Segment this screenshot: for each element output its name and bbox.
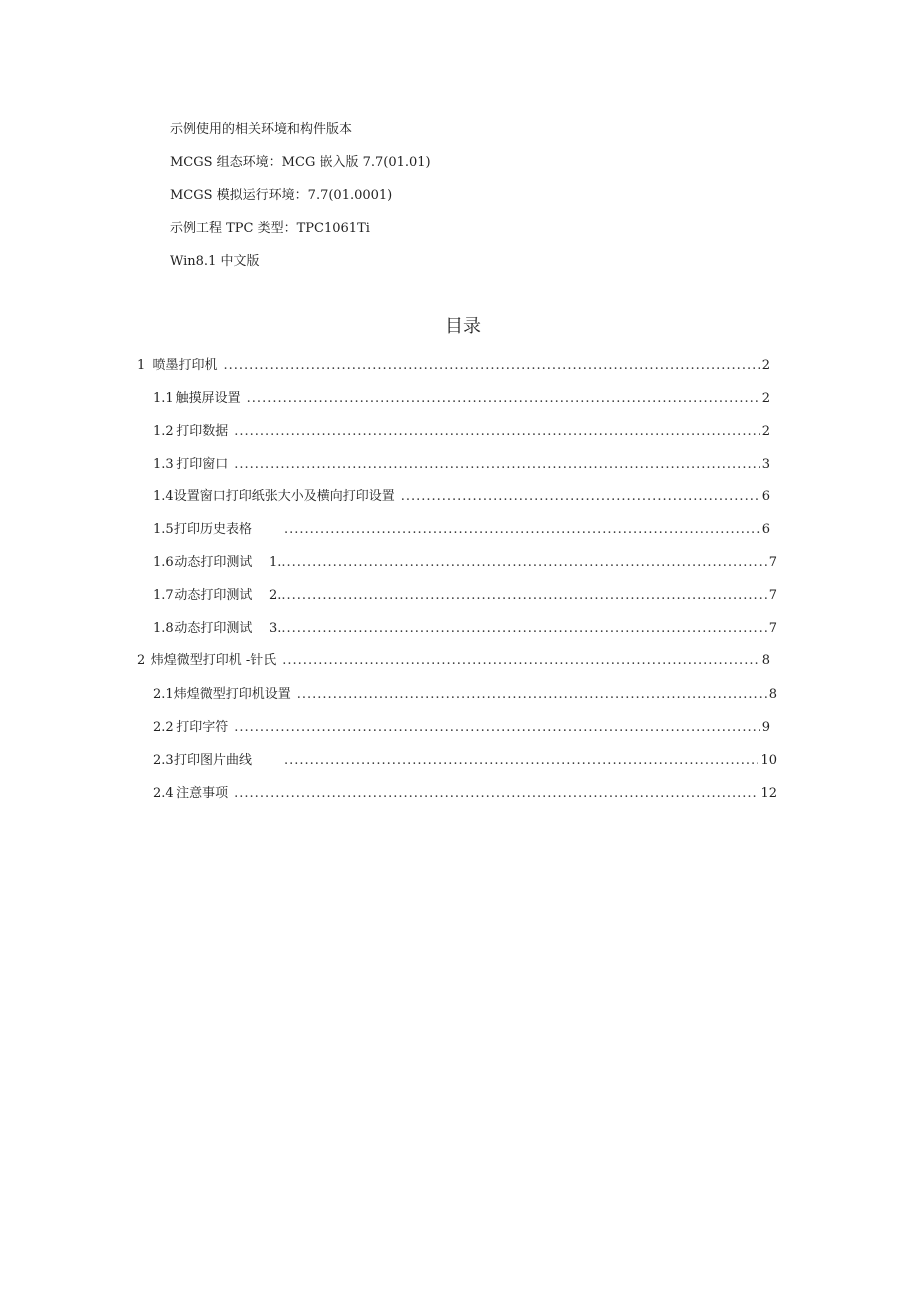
toc-entry[interactable] <box>137 354 770 374</box>
toc-leader <box>401 489 760 504</box>
toc-entry-page: 12 <box>760 786 777 801</box>
toc-entry-number: 2.4 <box>153 786 174 801</box>
toc-entry-label: 打印数据 <box>176 424 229 439</box>
toc-entry[interactable] <box>153 716 770 736</box>
toc-leader <box>234 720 760 735</box>
toc-entry-page: 3 <box>761 457 770 472</box>
toc-leader <box>282 653 759 668</box>
toc-entry-number: 1 <box>137 358 146 373</box>
toc-title: 目录 <box>445 316 481 337</box>
toc-entry-label: 打印历史表格 <box>174 522 253 537</box>
toc-entry-number: 1.2 <box>153 424 174 439</box>
toc-entry-page: 8 <box>761 653 770 668</box>
toc-entry-page: 8 <box>768 687 777 702</box>
toc-entry-label: 打印图片曲线 <box>173 753 252 768</box>
toc-entry[interactable] <box>153 453 770 473</box>
toc-entry-number: 1.6 <box>153 555 174 570</box>
toc-entry-page: 7 <box>768 555 777 570</box>
toc-entry-page: 10 <box>760 753 777 768</box>
toc-entry-number: 1.1 <box>153 391 174 406</box>
toc-entry[interactable] <box>153 485 770 505</box>
environment-info <box>170 122 431 287</box>
toc-entry[interactable] <box>153 584 777 604</box>
toc-entry-label: 炜煌微型打印机 -针氏 <box>150 653 277 668</box>
toc-entry-page: 6 <box>761 489 770 504</box>
toc-entry-label: 打印字符 <box>176 720 229 735</box>
toc-entry-number: 2.3 <box>153 753 174 768</box>
mcgs-config-env: MCGS 组态环境：MCG 嵌入版 7.7(01.01) <box>170 155 431 170</box>
toc-leader <box>284 522 760 537</box>
toc-entry[interactable] <box>153 518 770 538</box>
toc-entry-page: 2 <box>761 358 770 373</box>
toc-entry[interactable] <box>153 749 777 769</box>
toc-entry-page: 7 <box>768 621 777 636</box>
intro-heading: 示例使用的相关环境和构件版本 <box>170 122 353 137</box>
toc-entry-label: 设置窗口打印纸张大小及横向打印设置 <box>173 489 395 504</box>
toc-entry-number: 1.5 <box>153 522 174 537</box>
toc-entry-number: 2.2 <box>153 720 174 735</box>
toc-leader <box>297 687 767 702</box>
toc-entry-page: 2 <box>761 391 770 406</box>
toc-entry-label: 注意事项 <box>176 786 229 801</box>
toc-entry-label: 动态打印测试 2. <box>174 588 282 603</box>
toc-leader <box>284 753 758 768</box>
toc-entry-label: 触摸屏设置 <box>175 391 241 406</box>
toc-entry-number: 2 <box>137 653 146 668</box>
toc-entry-label: 打印窗口 <box>176 457 229 472</box>
mcgs-sim-env: MCGS 模拟运行环境：7.7(01.0001) <box>170 188 393 203</box>
toc-entry-number: 2.1 <box>153 687 174 702</box>
toc-entry-number: 1.3 <box>153 457 174 472</box>
toc-leader <box>281 588 766 603</box>
tpc-type: 示例工程 TPC 类型：TPC1061Ti <box>170 221 370 236</box>
toc-entry[interactable] <box>153 782 777 802</box>
toc-entry[interactable] <box>153 420 770 440</box>
toc-entry-label: 喷墨打印机 <box>152 358 218 373</box>
toc-entry-number: 1.4 <box>153 489 174 504</box>
os-version: Win8.1 中文版 <box>170 254 260 269</box>
toc-entry[interactable] <box>153 387 770 407</box>
toc-entry-page: 2 <box>761 424 770 439</box>
toc-leader <box>234 424 760 439</box>
toc-leader <box>223 358 759 373</box>
toc-entry-number: 1.7 <box>153 588 174 603</box>
toc-entry-page: 6 <box>761 522 770 537</box>
toc-leader <box>247 391 760 406</box>
toc-entry-number: 1.8 <box>153 621 174 636</box>
toc-entry-page: 7 <box>768 588 777 603</box>
toc-entry-page: 9 <box>761 720 770 735</box>
toc-leader <box>234 457 760 472</box>
toc-entry[interactable] <box>137 649 770 669</box>
toc-entry-label: 炜煌微型打印机设置 <box>173 687 291 702</box>
toc-leader <box>281 621 766 636</box>
toc-entry-label: 动态打印测试 1. <box>174 555 282 570</box>
toc-entry[interactable] <box>153 683 777 703</box>
toc-entry[interactable] <box>153 551 777 571</box>
toc-leader <box>234 786 758 801</box>
toc-entry[interactable] <box>153 617 777 637</box>
toc-leader <box>281 555 766 570</box>
toc-entry-label: 动态打印测试 3. <box>174 621 282 636</box>
